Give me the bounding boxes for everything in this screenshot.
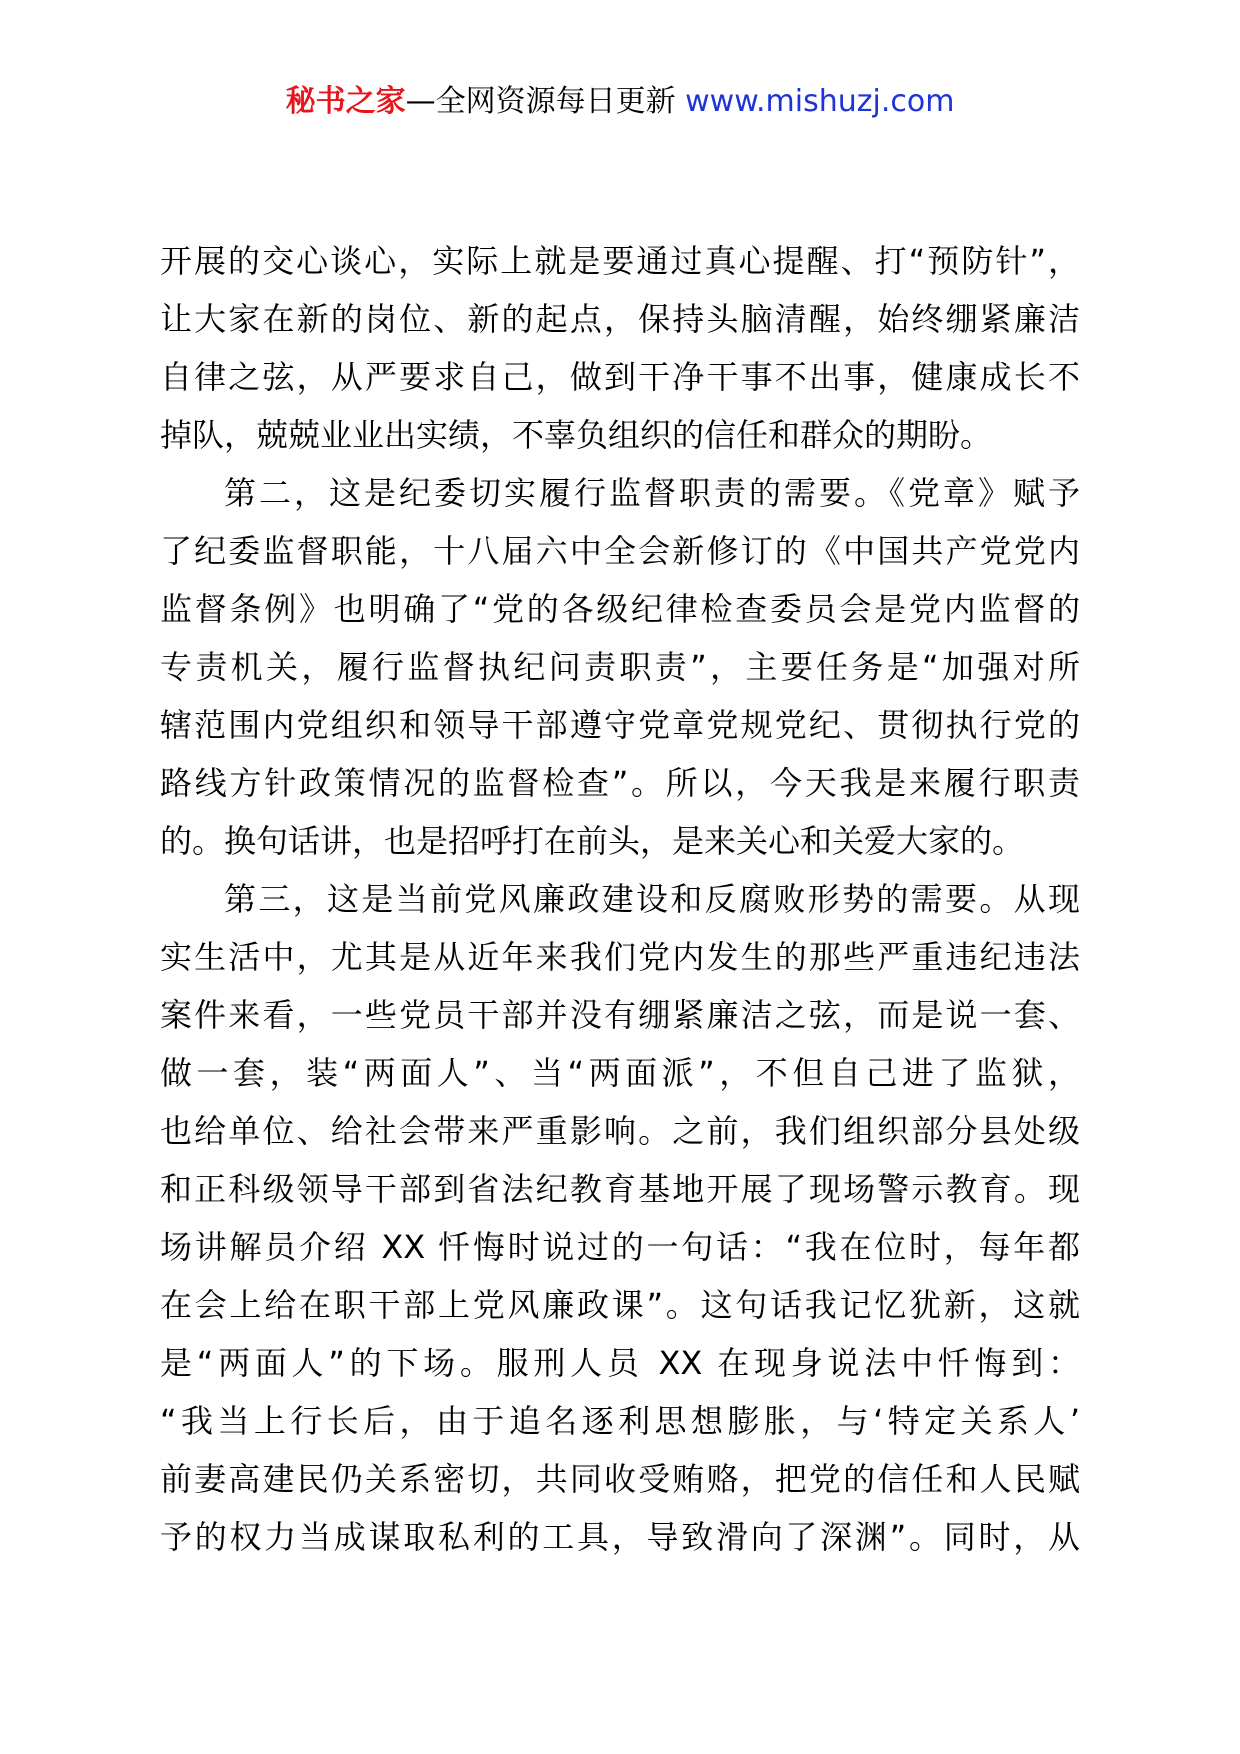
text-line: 是“两面人”的下场。服刑人员 XX 在现身说法中忏悔到： — [160, 1344, 1080, 1382]
text-line: 让大家在新的岗位、新的起点，保持头脑清醒，始终绷紧廉洁 — [160, 300, 1080, 338]
document-body — [160, 232, 1080, 1566]
text-line: 监督条例》也明确了“党的各级纪律检查委员会是党内监督的 — [160, 590, 1080, 628]
text-line: 案件来看，一些党员干部并没有绷紧廉洁之弦，而是说一套、 — [160, 996, 1080, 1034]
text-line: 路线方针政策情况的监督检查”。所以，今天我是来履行职责 — [160, 764, 1080, 802]
paragraph-start-line: 第二，这是纪委切实履行监督职责的需要。《党章》赋予 — [224, 474, 1080, 512]
text-line: 开展的交心谈心，实际上就是要通过真心提醒、打“预防针”， — [160, 242, 1080, 280]
text-line: 和正科级领导干部到省法纪教育基地开展了现场警示教育。现 — [160, 1170, 1080, 1208]
text-line: 也给单位、给社会带来严重影响。之前，我们组织部分县处级 — [160, 1112, 1080, 1150]
text-line: 掉队，兢兢业业出实绩，不辜负组织的信任和群众的期盼。 — [160, 416, 993, 454]
header-tagline: —全网资源每日更新 — [405, 84, 676, 119]
site-url-link[interactable]: www.mishuzj.com — [685, 84, 955, 119]
text-line: “我当上行长后，由于追名逐利思想膨胀，与‘特定关系人’ — [160, 1402, 1080, 1440]
text-line: 的。换句话讲，也是招呼打在前头，是来关心和关爱大家的。 — [160, 822, 1025, 860]
text-line: 了纪委监督职能，十八届六中全会新修订的《中国共产党党内 — [160, 532, 1080, 570]
text-line: 前妻高建民仍关系密切，共同收受贿赂，把党的信任和人民赋 — [160, 1460, 1080, 1498]
brand-name: 秘书之家 — [285, 84, 406, 119]
text-line: 予的权力当成谋取私利的工具，导致滑向了深渊”。同时，从 — [160, 1518, 1080, 1556]
text-line: 场讲解员介绍 XX 忏悔时说过的一句话：“我在位时，每年都 — [160, 1228, 1080, 1266]
text-line: 自律之弦，从严要求自己，做到干净干事不出事，健康成长不 — [160, 358, 1080, 396]
page-header — [0, 82, 1240, 122]
text-line: 专责机关，履行监督执纪问责职责”，主要任务是“加强对所 — [160, 648, 1080, 686]
text-line: 辖范围内党组织和领导干部遵守党章党规党纪、贯彻执行党的 — [160, 706, 1080, 744]
text-line: 实生活中，尤其是从近年来我们党内发生的那些严重违纪违法 — [160, 938, 1080, 976]
paragraph-start-line: 第三，这是当前党风廉政建设和反腐败形势的需要。从现 — [224, 880, 1080, 918]
text-line: 做一套，装“两面人”、当“两面派”，不但自己进了监狱， — [160, 1054, 1080, 1092]
text-line: 在会上给在职干部上党风廉政课”。这句话我记忆犹新，这就 — [160, 1286, 1080, 1324]
